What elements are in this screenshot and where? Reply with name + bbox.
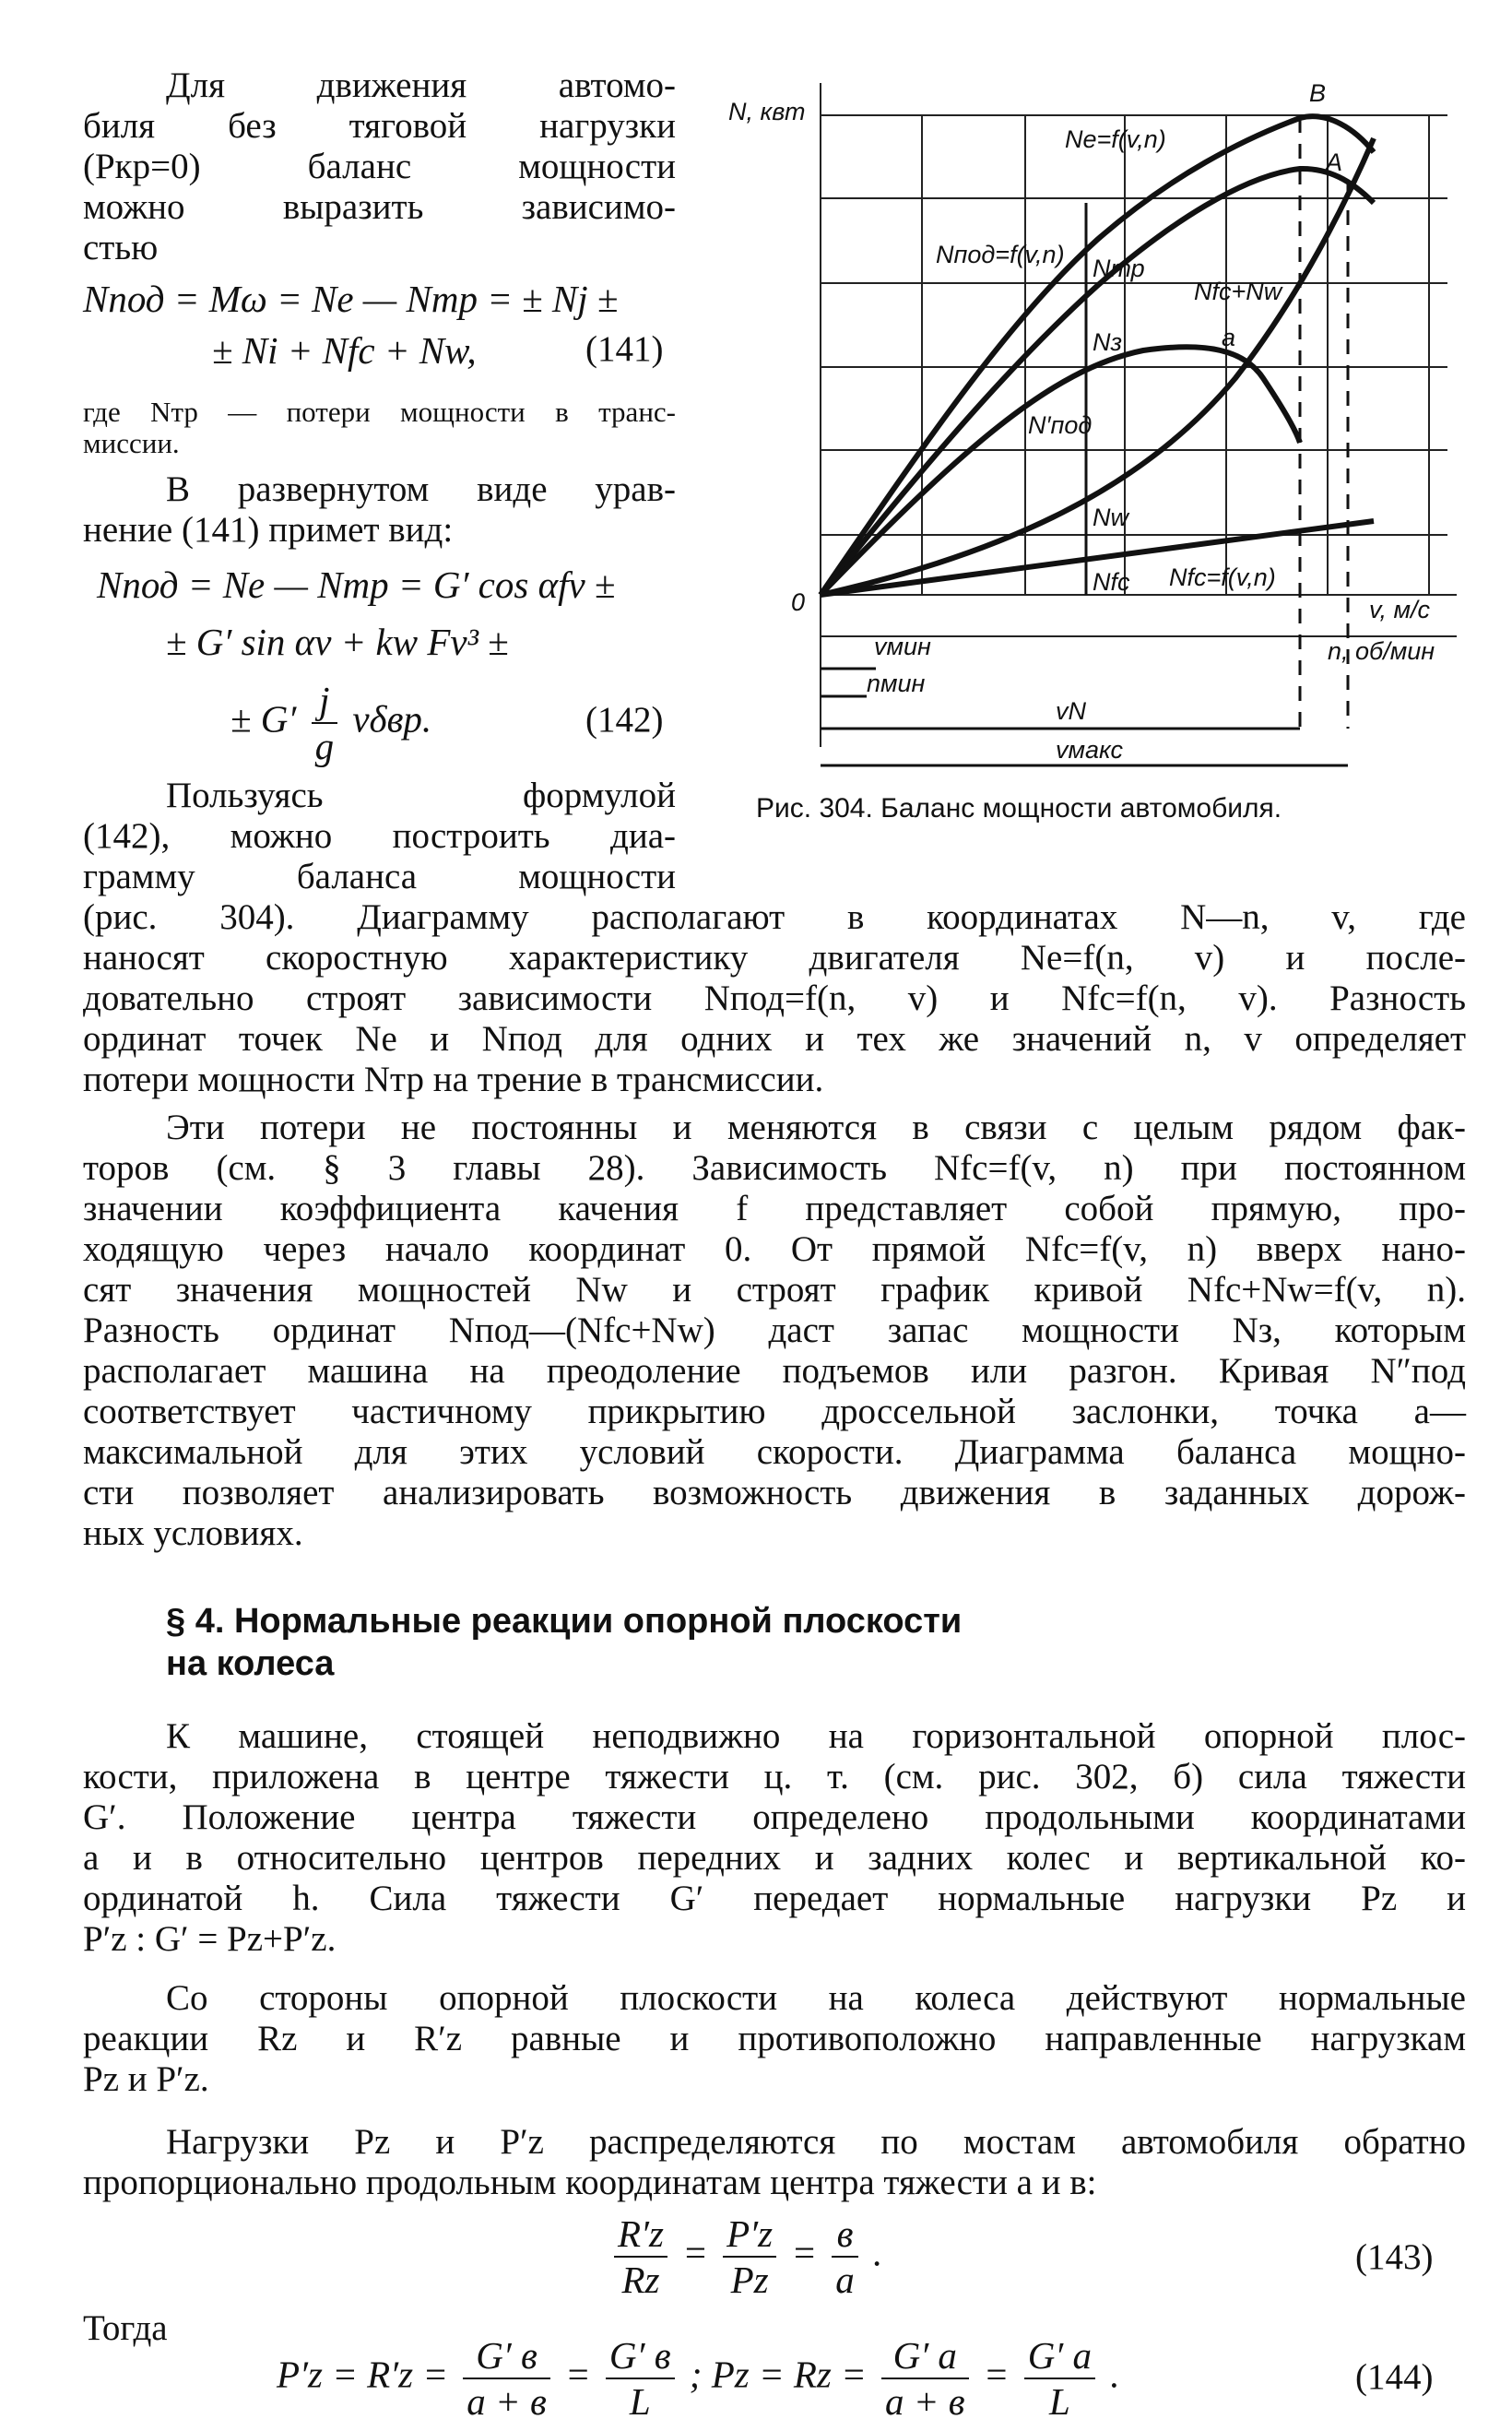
body-1-line-5: потери мощности Nтр на трение в трансмиссии. (83, 1060, 824, 1099)
label-npod: Nпод=f(v,n) (936, 241, 1065, 268)
formula-142-frac-num: j (312, 678, 338, 724)
body-2-line-7: располагает машина на преодоление подъемов или разгон. Кривая N″под (83, 1351, 1466, 1391)
body-1-line-3: довательно строят зависимости Nпод=f(n, v) и Nfc=f(n, v). Разность (83, 978, 1466, 1018)
intro-line-3: (Pкр=0) баланс мощности (83, 147, 676, 186)
formula-144-f2-den: L (629, 2380, 651, 2423)
body-2-line-1: Эти потери не постоянны и меняются в связи с целым рядом фак- (166, 1108, 1466, 1147)
label-point-b: B (1309, 79, 1327, 107)
formula-142-fraction (312, 678, 338, 768)
body-1-line-2: наносят скоростную характеристику двигателя Ne=f(n, v) и после- (83, 938, 1466, 978)
formula-143-frac-3 (832, 2212, 858, 2302)
formula-143-frac-2 (723, 2212, 776, 2302)
togda-word: Тогда (83, 2308, 168, 2348)
body-1-line-1: (рис. 304). Диаграмму располагают в координатах N—n, v, где (83, 897, 1466, 937)
section-heading-line-2: на колеса (166, 1644, 335, 1683)
body-2-line-4: ходящую через начало координат 0. От прямой Nfc=f(v, n) вверх нано- (83, 1229, 1466, 1269)
formula-143-eq-1: = (682, 2231, 708, 2274)
label-ne: Ne=f(v,n) (1065, 125, 1166, 153)
intro-line-4: можно выразить зависимо- (83, 187, 676, 227)
section-heading-line-1: § 4. Нормальные реакции опорной плоскости (166, 1602, 963, 1641)
expanded-intro-line-2: нение (141) примет вид: (83, 510, 454, 550)
body-2-line-5: сят значения мощностей Nw и строят график кривой Nfc+Nw=f(v, n). (83, 1270, 1466, 1310)
formula-143 (608, 2212, 882, 2302)
label-y-axis: N, квт (728, 98, 806, 125)
formula-144 (277, 2333, 1120, 2424)
formula-144-frac-1 (463, 2333, 549, 2424)
using-line-3: грамму баланса мощности (83, 857, 676, 896)
formula-144-eq: = (565, 2353, 591, 2396)
formula-144-number: (144) (1355, 2357, 1434, 2397)
intro-line-5: стью (83, 228, 159, 267)
formula-143-dot: . (873, 2231, 883, 2274)
body-3-line-2: кости, приложена в центре тяжести ц. т. (см. рис. 302, б) сила тяжести (83, 1757, 1466, 1797)
formula-143-f3-num: в (832, 2212, 858, 2258)
formula-141-line-1: Nпод = Mω = Ne — Nтр = ± Nj ± (83, 278, 619, 320)
body-1-line-4: ординат точек Ne и Nпод для одних и тех же значений n, v определяет (83, 1019, 1466, 1059)
body-2-line-10: сти позволяет анализировать возможность движения в заданных дорож- (83, 1473, 1466, 1512)
where-note-line-1: где Nтр — потери мощности в транс- (83, 396, 676, 428)
label-v-min: vмин (874, 633, 931, 660)
formula-144-f1-den: a + в (467, 2380, 547, 2423)
expanded-intro-line-1: В развернутом виде урав- (166, 469, 676, 509)
formula-142-line-3-b: vδвр. (352, 697, 432, 741)
body-2-line-11: ных условиях. (83, 1513, 303, 1553)
formula-143-f1-num: R′z (614, 2212, 667, 2258)
intro-line-1: Для движения автомо- (166, 65, 676, 105)
label-point-a: a (1222, 324, 1236, 351)
formula-144-mid: ; Pz = Rz = (689, 2353, 867, 2396)
formula-143-frac-1 (614, 2212, 667, 2302)
using-line-1: Пользуясь формулой (166, 776, 676, 815)
label-ntr: Nтр (1093, 255, 1145, 282)
label-nfc-func: Nfc=f(v,n) (1169, 563, 1276, 591)
body-4-line-1: Со стороны опорной плоскости на колеса действуют нормальные (166, 1978, 1466, 2018)
formula-141-number: (141) (585, 329, 664, 369)
label-v-n: vN (1056, 697, 1086, 725)
formula-142-line-1: Nпод = Ne — Nтр = G′ cos αfv ± (97, 563, 616, 606)
formula-144-f4-num: G′ a (1024, 2333, 1095, 2379)
where-note-line-2: миссии. (83, 427, 180, 459)
label-v-max: vмакс (1056, 736, 1123, 764)
body-2-line-6: Разность ординат Nпод—(Nfc+Nw) даст запас мощности Nз, которым (83, 1310, 1466, 1350)
label-nw: Nw (1093, 504, 1128, 531)
body-4-line-2: реакции Rz и R′z равные и противоположно направленные нагрузкам (83, 2019, 1466, 2058)
formula-144-f1-num: G′ в (463, 2333, 549, 2379)
formula-144-f3-den: a + в (885, 2380, 965, 2423)
body-2-line-3: значении коэффициента качения f представляет собой прямую, про- (83, 1189, 1466, 1228)
using-line-2: (142), можно построить диа- (83, 816, 676, 856)
label-nfc-nw: Nfc+Nw (1194, 278, 1282, 305)
body-3-line-6: P′z : G′ = Pz+P′z. (83, 1919, 337, 1959)
diagram-labels (728, 79, 1435, 764)
formula-144-eq-2: = (983, 2353, 1010, 2396)
formula-144-f4-den: L (1048, 2380, 1070, 2423)
label-n-axis: n, об/мин (1328, 637, 1435, 665)
intro-line-2: биля без тяговой нагрузки (83, 106, 676, 146)
formula-143-eq-2: = (791, 2231, 818, 2274)
formula-142-line-2: ± G′ sin αv + kw Fv³ ± (166, 621, 509, 663)
formula-142-line-3 (230, 678, 431, 768)
label-v-axis: v, м/с (1369, 596, 1431, 623)
formula-144-frac-3 (881, 2333, 968, 2424)
body-3-line-5: ординатой h. Сила тяжести G′ передает нормальные нагрузки Pz и (83, 1879, 1466, 1918)
formula-144-dot: . (1110, 2353, 1120, 2396)
body-2-line-9: максимальной для этих условий скорости. Диаграмма баланса мощно- (83, 1432, 1466, 1472)
formula-144-frac-4 (1024, 2333, 1095, 2424)
figure-caption: Рис. 304. Баланс мощности автомобиля. (756, 793, 1282, 824)
label-n-min: nмин (867, 670, 926, 697)
body-5-line-2: пропорционально продольным координатам центра тяжести a и в: (83, 2163, 1097, 2202)
formula-143-f3-den: a (835, 2259, 855, 2301)
formula-143-number: (143) (1355, 2237, 1434, 2277)
formula-143-f2-num: P′z (723, 2212, 776, 2258)
formula-144-lhs: P′z = R′z = (277, 2353, 449, 2396)
formula-142-line-3-a: ± G′ (230, 697, 297, 741)
body-3-line-1: К машине, стоящей неподвижно на горизонтальной опорной плос- (166, 1716, 1466, 1756)
label-npod-prime: N′под (1028, 411, 1093, 439)
label-point-a-cap: A (1326, 148, 1343, 176)
body-2-line-8: соответствует частичному прикрытию дроссельной заслонки, точка a— (83, 1392, 1466, 1431)
body-5-line-1: Нагрузки Pz и P′z распределяются по мостам автомобиля обратно (166, 2122, 1466, 2162)
formula-142-frac-den: g (314, 725, 335, 767)
body-2-line-2: торов (см. § 3 главы 28). Зависимость Nfc=f(v, n) при постоянном (83, 1148, 1466, 1188)
formula-143-f1-den: Rz (621, 2259, 660, 2301)
label-nz: Nз (1093, 328, 1123, 356)
formula-143-f2-den: Pz (730, 2259, 769, 2301)
label-origin: 0 (791, 588, 806, 616)
body-3-line-4: a и в относительно центров передних и задних колес и вертикальной ко- (83, 1838, 1466, 1878)
body-3-line-3: G′. Положение центра тяжести определено продольными координатами (83, 1797, 1466, 1837)
power-balance-diagram (728, 65, 1484, 802)
formula-141-line-2: ± Ni + Nfc + Nw, (212, 329, 477, 372)
body-4-line-3: Pz и P′z. (83, 2059, 209, 2099)
formula-144-frac-2 (606, 2333, 675, 2424)
formula-142-number: (142) (585, 700, 664, 740)
formula-144-f3-num: G′ a (881, 2333, 968, 2379)
label-nfc: Nfc (1093, 568, 1130, 596)
formula-144-f2-num: G′ в (606, 2333, 675, 2379)
